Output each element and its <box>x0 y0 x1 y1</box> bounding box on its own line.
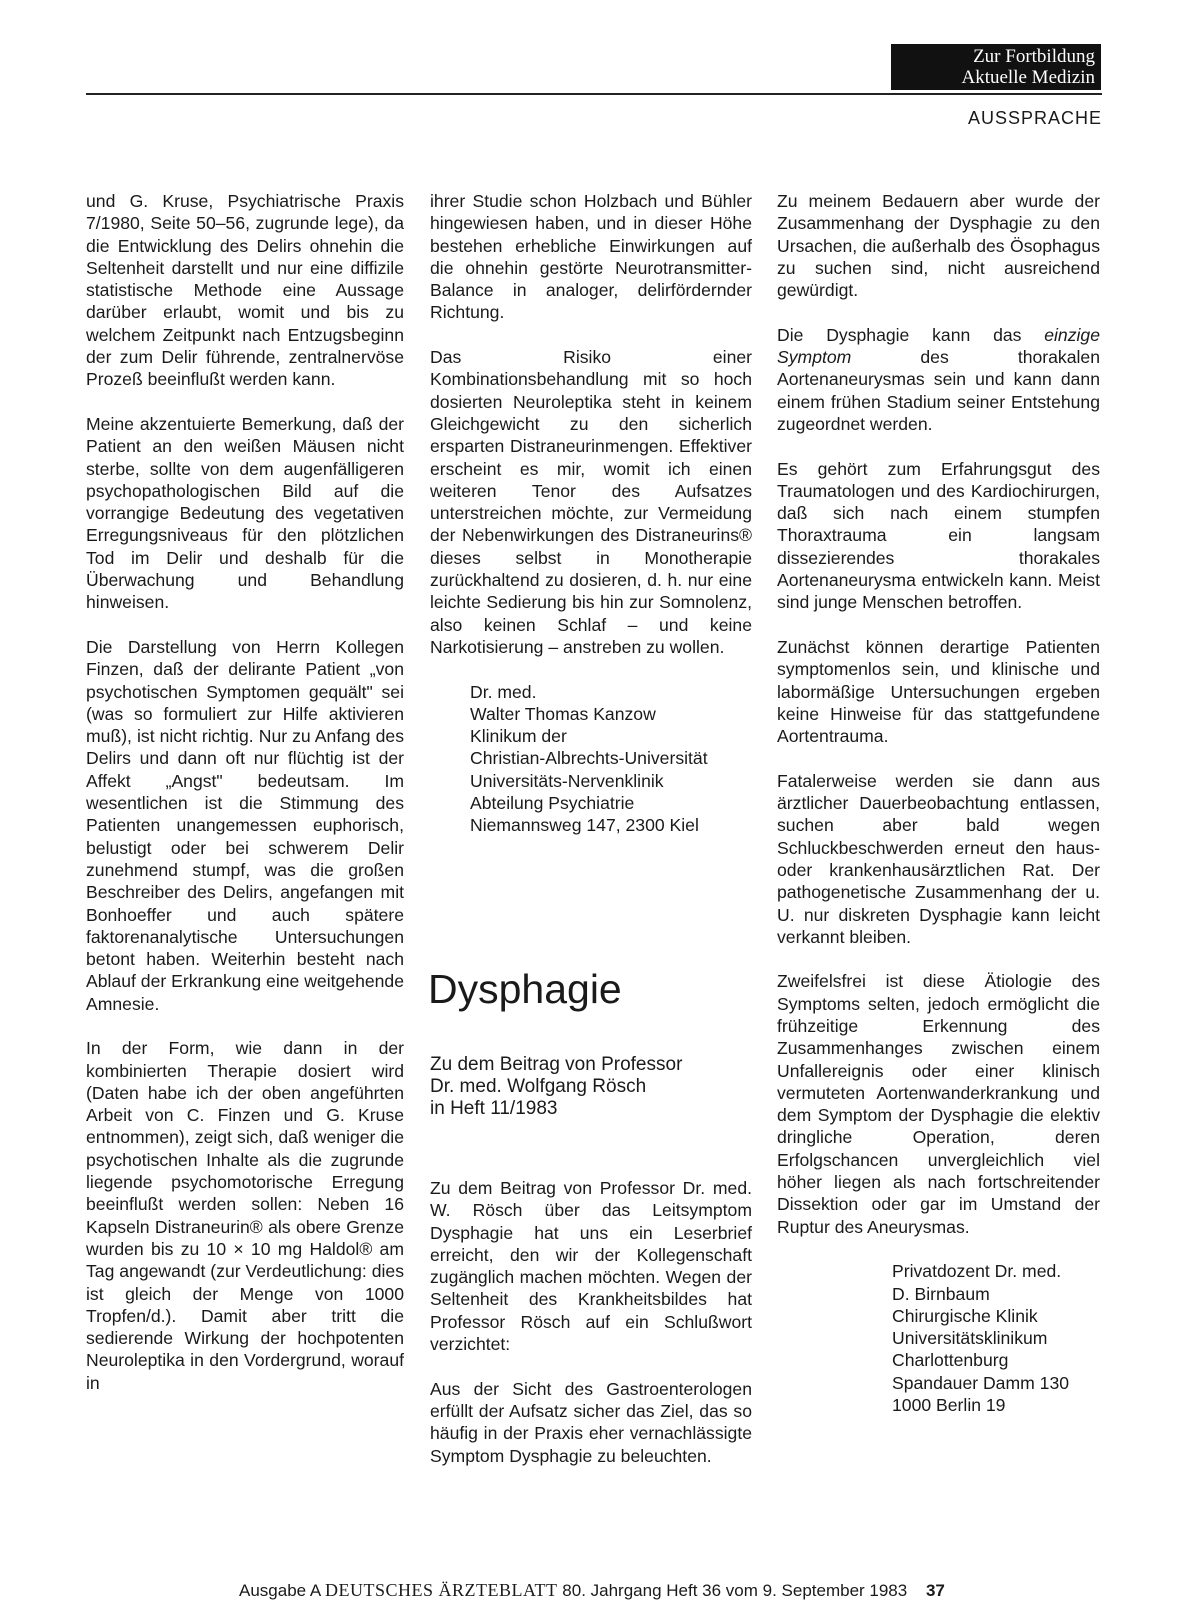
paragraph: Aus der Sicht des Gastroenterologen erfüllt der Aufsatz sicher das Ziel, das so häufig in der Praxis eher vernachlässigte Symptom Dysphagie zu beleuchten. <box>430 1378 752 1466</box>
article-subtitle <box>430 1054 682 1120</box>
column-2 <box>430 190 752 837</box>
paragraph: Zweifelsfrei ist diese Ätiologie des Symptoms selten, jedoch ermöglicht die frühzeitige Erkennung des Zusammenhanges zwischen einem Unfallereignis oder einer klinisch vermuteten Aortenwanderkrankung und dem Symptom der Dysphagie die elektiv dringliche Operation, deren Erfolgschancen unvergleichlich viel höher liegen als nach fortschreitender Dissektion oder gar im Umstand der Ruptur des Aneurysmas. <box>777 971 1100 1237</box>
subtitle-line: Zu dem Beitrag von Professor <box>430 1054 683 1075</box>
paragraph: Zu meinem Bedauern aber wurde der Zusammenhang der Dysphagie zu den Ursachen, die außerhalb des Ösophagus zu suchen sind, nicht ausreichend gewürdigt. <box>777 191 1100 301</box>
subtitle-line: Dr. med. Wolfgang Rösch <box>430 1076 647 1097</box>
footer-issue: 80. Jahrgang Heft 36 vom 9. September 1983 <box>562 1581 908 1600</box>
paragraph: In der Form, wie dann in der kombinierten Therapie dosiert wird (Daten habe ich der oben angeführten Arbeit von C. Finzen und G. Kruse entnommen), zeigt sich, daß weniger die psychotischen Inhalte als die zugrunde liegende psychomotorische Erregung beeinflußt werden sollen: Neben 16 Kapseln Distraneurin® als obere Grenze wurden bis zu 10 × 10 mg Haldol® am Tag angewandt (zur Verdeutlichung: dies ist gleich der Menge von 1000 Tropfen/d.). Damit aber tritt die sedierende Wirkung der hochpotenten Neuroleptika in den Vordergrund, worauf in <box>86 1038 404 1393</box>
signature-line: Universitäts-Nervenklinik <box>470 770 664 791</box>
page-number: 37 <box>925 1581 945 1600</box>
author-signature-birnbaum <box>892 1260 1100 1416</box>
paragraph <box>777 324 1100 435</box>
column-2-article <box>430 1177 752 1489</box>
column-1 <box>86 190 404 1416</box>
signature-line: 1000 Berlin 19 <box>892 1395 1006 1416</box>
column-3 <box>777 190 1100 1416</box>
footer-edition: Ausgabe A <box>239 1581 321 1600</box>
paragraph: Meine akzentuierte Bemerkung, daß der Patient an den weißen Mäusen nicht sterbe, sollte von dem augenfälligeren psychopathologischen Bild auf die vorrangige Bedeutung des vegetativen Erregungsniveaus für den plötzlichen Tod im Delir und deshalb für die Überwachung und Behandlung hinweisen. <box>86 413 404 613</box>
paragraph: und G. Kruse, Psychiatrische Praxis 7/1980, Seite 50–56, zugrunde lege), da die Entwicklung des Delirs ohnehin die Seltenheit darstellt und nur eine diffizile statistische Methode eine Aussage darüber erlaubt, womit und bis zu welchem Zeitpunkt nach Entzugsbeginn der zum Delir führende, zentralnervöse Prozeß beeinflußt werden kann. <box>86 191 404 390</box>
signature-line: Privatdozent Dr. med. <box>892 1261 1062 1282</box>
emphasis: einzige Symptom <box>777 324 1100 368</box>
signature-line: Spandauer Damm 130 <box>892 1372 1070 1393</box>
section-header-box <box>891 44 1101 90</box>
header-line-1: Zur Fortbildung <box>973 46 1095 67</box>
text-run: des thorakalen Aortenaneurysmas sein und kann dann einem frühen Stadium seiner Entstehung zugeordnet werden. <box>777 347 1100 434</box>
signature-line: D. Birnbaum <box>892 1283 990 1304</box>
text-run: Die Dysphagie kann das <box>777 324 1045 345</box>
article-title: Dysphagie <box>428 966 622 1012</box>
author-signature-kanzow <box>470 681 752 837</box>
signature-line: Abteilung Psychiatrie <box>470 793 635 814</box>
signature-line: Universitätsklinikum <box>892 1328 1048 1349</box>
header-line-2: Aktuelle Medizin <box>961 67 1095 88</box>
paragraph: Zu dem Beitrag von Professor Dr. med. W. Rösch über das Leitsymptom Dysphagie hat uns ein Leserbrief erreicht, den wir der Kollegenschaft zugänglich machen möchten. Wegen der Seltenheit des Krankheitsbildes hat Professor Rösch auf ein Schlußwort verzichtet: <box>430 1178 752 1355</box>
paragraph: Fatalerweise werden sie dann aus ärztlicher Dauerbeobachtung entlassen, suchen aber bald wegen Schluckbeschwerden erneut den haus- oder krankenhausärztlichen Rat. Der pathogenetische Zusammenhang der u. U. nur diskreten Dysphagie kann leicht verkannt bleiben. <box>777 770 1100 947</box>
page-footer <box>239 1580 945 1601</box>
paragraph: Zunächst können derartige Patienten symptomenlos sein, und klinische und labormäßige Untersuchungen ergeben keine Hinweise für das stattgefundene Aortentrauma. <box>777 636 1100 747</box>
footer-journal: DEUTSCHES ÄRZTEBLATT <box>325 1580 558 1600</box>
signature-line: Dr. med. <box>470 681 537 702</box>
signature-line: Christian-Albrechts-Universität <box>470 748 708 769</box>
section-label: AUSSPRACHE <box>967 108 1102 128</box>
signature-line: Niemannsweg 147, 2300 Kiel <box>470 815 699 836</box>
signature-line: Walter Thomas Kanzow <box>470 703 656 724</box>
paragraph: Die Darstellung von Herrn Kollegen Finzen, daß der delirante Patient „von psychotischen Symptomen gequält" sei (was so formuliert zur Hilfe aktivieren muß), ist nicht richtig. Nur zu Anfang des Delirs und dann oft nur flüchtig ist der Affekt „Angst" bedeutsam. Im wesentlichen ist die Stimmung des Patienten unangemessen euphorisch, belustigt oder bei schwerem Delir zunehmend stumpf, was die großen Beschreiber des Delirs, angefangen mit Bonhoeffer und auch spätere faktorenanalytische Untersuchungen betont haben. Weiterhin besteht nach Ablauf der Erkrankung eine weitgehende Amnesie. <box>86 636 404 1014</box>
paragraph: Das Risiko einer Kombinationsbehandlung mit so hoch dosierten Neuroleptika steht in keinem Gleichgewicht zu den sicherlich ersparten Distraneurinmengen. Effektiver erscheint es mir, womit ich einen weiteren Tenor des Aufsatzes unterstreichen möchte, zur Vermeidung der Nebenwirkungen des Distraneurins® dieses selbst in Monotherapie zurückhaltend zu dosieren, d. h. nur eine leichte Sedierung bis hin zur Somnolenz, also keinen Schlaf – und keine Narkotisierung – anstreben zu wollen. <box>430 347 752 657</box>
paragraph: Es gehört zum Erfahrungsgut des Traumatologen und des Kardiochirurgen, daß sich nach einem stumpfen Thoraxtrauma ein langsam dissezierendes thorakales Aortenaneurysma entwickeln kann. Meist sind junge Menschen betroffen. <box>777 458 1100 613</box>
signature-line: Charlottenburg <box>892 1350 1009 1371</box>
signature-line: Chirurgische Klinik <box>892 1305 1038 1326</box>
header-rule <box>86 93 1102 95</box>
paragraph: ihrer Studie schon Holzbach und Bühler hingewiesen haben, und in dieser Höhe bestehen erhebliche Einwirkungen auf die ohnehin gestörte Neurotransmitter-Balance in analoger, delirfördernder Richtung. <box>430 191 752 323</box>
subtitle-line: in Heft 11/1983 <box>430 1098 558 1119</box>
signature-line: Klinikum der <box>470 726 567 747</box>
